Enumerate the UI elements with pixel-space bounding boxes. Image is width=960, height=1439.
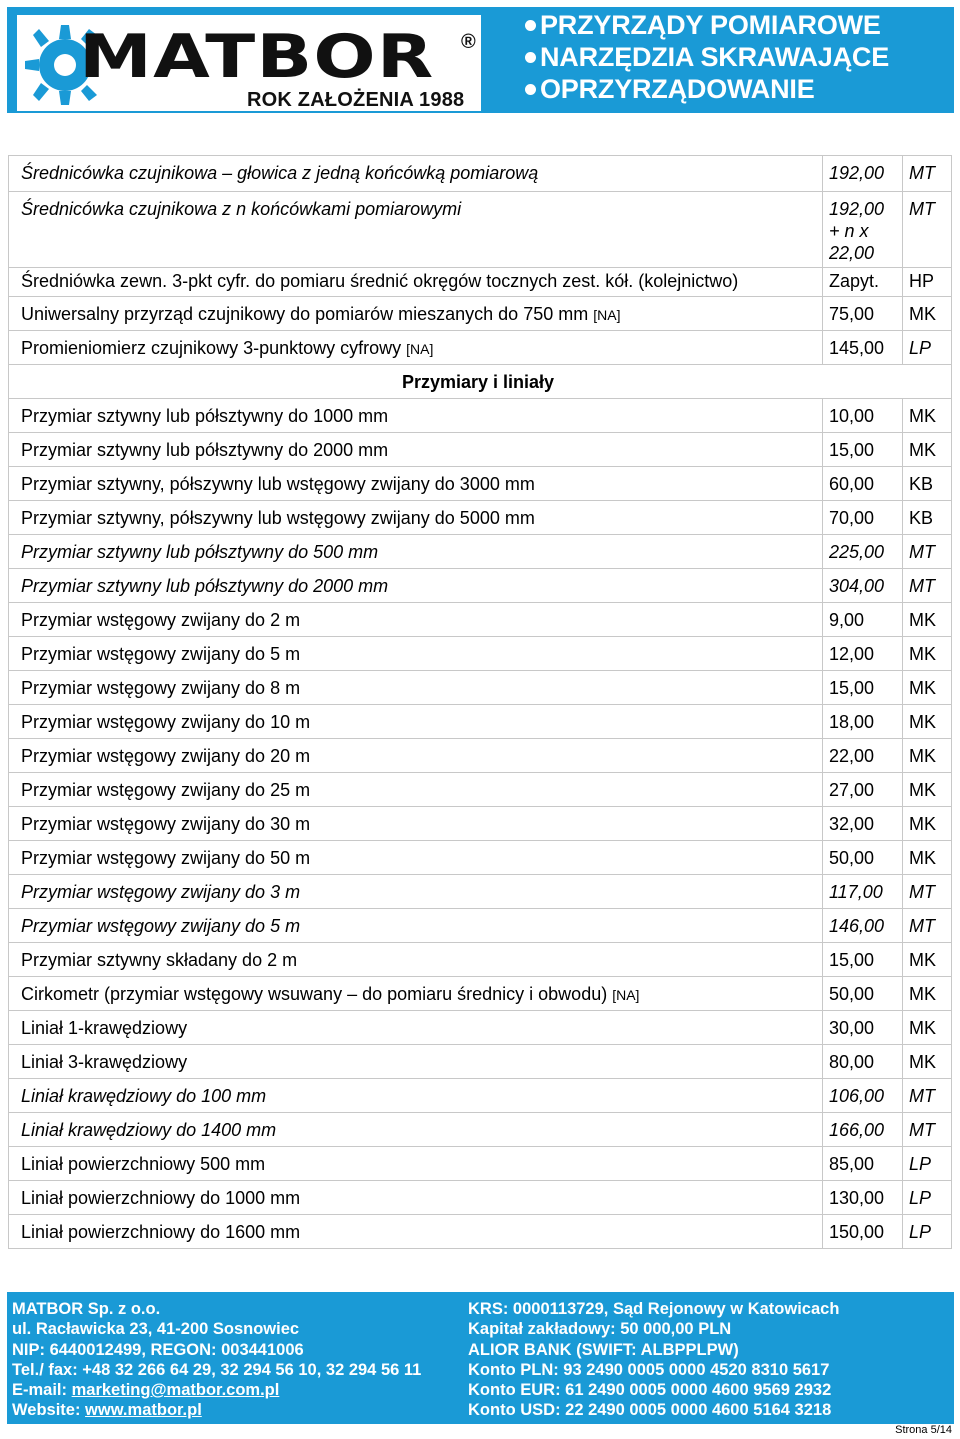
section-title: Przymiary i liniały (9, 365, 952, 399)
product-name: Liniał krawędziowy do 1400 mm (9, 1113, 823, 1147)
product-name: Liniał powierzchniowy do 1000 mm (9, 1181, 823, 1215)
supplier-code: MK (903, 705, 952, 739)
price-cell: 130,00 (823, 1181, 903, 1215)
supplier-code: MK (903, 1045, 952, 1079)
table-row (9, 1113, 952, 1147)
table-row (9, 1147, 952, 1181)
price-cell: 225,00 (823, 535, 903, 569)
product-name: Promieniomierz czujnikowy 3-punktowy cyfrowy [NA] (9, 331, 823, 365)
product-name: Przymiar sztywny lub półsztywny do 2000 mm (9, 433, 823, 467)
product-name: Liniał 3-krawędziowy (9, 1045, 823, 1079)
table-row (9, 841, 952, 875)
price-cell: 27,00 (823, 773, 903, 807)
product-name: Liniał 1-krawędziowy (9, 1011, 823, 1045)
supplier-code: MT (903, 1079, 952, 1113)
footer-capital: Kapitał zakładowy: 50 000,00 PLN (468, 1320, 732, 1339)
footer-ids: NIP: 6440012499, REGON: 003441006 (12, 1340, 304, 1359)
bullet-icon (525, 84, 536, 95)
supplier-code: MK (903, 1011, 952, 1045)
product-name: Przymiar wstęgowy zwijany do 30 m (9, 807, 823, 841)
supplier-code: MK (903, 671, 952, 705)
supplier-code: MK (903, 841, 952, 875)
product-name: Średnicówka czujnikowa – głowica z jedną końcówką pomiarową (9, 156, 823, 192)
section-row (9, 365, 952, 399)
table-row (9, 331, 952, 365)
table-row (9, 1011, 952, 1045)
table-row (9, 807, 952, 841)
footer-phone: Tel./ fax: +48 32 266 64 29, 32 294 56 10, 32 294 56 11 (12, 1360, 422, 1379)
supplier-code: MK (903, 773, 952, 807)
email-link[interactable]: marketing@matbor.com.pl (71, 1381, 280, 1400)
supplier-code: MK (903, 399, 952, 433)
price-cell: 9,00 (823, 603, 903, 637)
table-row (9, 156, 952, 192)
price-cell: 12,00 (823, 637, 903, 671)
supplier-code: MK (903, 637, 952, 671)
company-logo (17, 15, 481, 111)
product-name: Przymiar wstęgowy zwijany do 2 m (9, 603, 823, 637)
bullet-icon (525, 20, 536, 31)
price-cell: 192,00 (823, 156, 903, 192)
page-footer (7, 1292, 954, 1424)
table-row (9, 268, 952, 297)
footer-company: MATBOR Sp. z o.o. (12, 1300, 161, 1318)
table-row (9, 192, 952, 268)
table-row (9, 943, 952, 977)
supplier-code: MK (903, 603, 952, 637)
supplier-code: MK (903, 977, 952, 1011)
footer-account-usd: Konto USD: 22 2490 0005 0000 4600 5164 3218 (468, 1401, 832, 1420)
table-row (9, 1181, 952, 1215)
table-row (9, 671, 952, 705)
price-cell: 50,00 (823, 977, 903, 1011)
footer-bank-name: ALIOR BANK (SWIFT: ALBPPLPW) (468, 1340, 739, 1359)
price-cell: 75,00 (823, 297, 903, 331)
table-row (9, 569, 952, 603)
supplier-code: KB (903, 501, 952, 535)
availability-note: [NA] (406, 341, 434, 357)
footer-account-eur: Konto EUR: 61 2490 0005 0000 4600 9569 2932 (468, 1381, 832, 1400)
price-cell: 304,00 (823, 569, 903, 603)
product-name: Przymiar sztywny lub półsztywny do 500 mm (9, 535, 823, 569)
price-cell: 145,00 (823, 331, 903, 365)
availability-note: [NA] (593, 307, 621, 323)
website-link[interactable]: www.matbor.pl (85, 1401, 202, 1420)
bullet-icon (525, 52, 536, 63)
product-name: Przymiar wstęgowy zwijany do 25 m (9, 773, 823, 807)
price-cell: Zapyt. (823, 268, 903, 297)
price-cell: 117,00 (823, 875, 903, 909)
table-row (9, 773, 952, 807)
price-cell: 50,00 (823, 841, 903, 875)
footer-website: Website: www.matbor.pl (12, 1401, 202, 1420)
footer-address: ul. Racławicka 23, 41-200 Sosnowiec (12, 1320, 300, 1339)
table-row (9, 1079, 952, 1113)
supplier-code: LP (903, 1181, 952, 1215)
footer-contact (12, 1299, 421, 1421)
supplier-code: LP (903, 1147, 952, 1181)
price-cell: 60,00 (823, 467, 903, 501)
table-row (9, 433, 952, 467)
product-name: Przymiar wstęgowy zwijany do 5 m (9, 637, 823, 671)
price-cell: 150,00 (823, 1215, 903, 1249)
product-name: Przymiar wstęgowy zwijany do 20 m (9, 739, 823, 773)
supplier-code: MK (903, 433, 952, 467)
product-name: Przymiar sztywny, półszywny lub wstęgowy zwijany do 3000 mm (9, 467, 823, 501)
table-row (9, 501, 952, 535)
price-cell: 85,00 (823, 1147, 903, 1181)
page-header (7, 7, 954, 113)
product-name: Przymiar wstęgowy zwijany do 8 m (9, 671, 823, 705)
price-cell: 18,00 (823, 705, 903, 739)
product-name: Przymiar wstęgowy zwijany do 10 m (9, 705, 823, 739)
product-name: Przymiar sztywny lub półsztywny do 1000 mm (9, 399, 823, 433)
product-name: Przymiar wstęgowy zwijany do 5 m (9, 909, 823, 943)
price-cell: 166,00 (823, 1113, 903, 1147)
price-cell: 22,00 (823, 739, 903, 773)
price-cell: 192,00 + n x 22,00 (823, 192, 903, 268)
supplier-code: MK (903, 297, 952, 331)
price-cell: 15,00 (823, 433, 903, 467)
price-table (8, 155, 952, 1249)
footer-bank (468, 1299, 839, 1421)
table-row (9, 1045, 952, 1079)
table-row (9, 1215, 952, 1249)
price-cell: 146,00 (823, 909, 903, 943)
supplier-code: MK (903, 807, 952, 841)
footer-account-pln: Konto PLN: 93 2490 0005 0000 4520 8310 5617 (468, 1360, 830, 1379)
price-cell: 10,00 (823, 399, 903, 433)
product-name: Średnicówka czujnikowa z n końcówkami pomiarowymi (9, 192, 823, 268)
product-name: Średniówka zewn. 3-pkt cyfr. do pomiaru średnić okręgów tocznych zest. kół. (kolejnictwo) (9, 268, 823, 297)
price-cell: 80,00 (823, 1045, 903, 1079)
product-name: Liniał krawędziowy do 100 mm (9, 1079, 823, 1113)
footer-email: E-mail: marketing@matbor.com.pl (12, 1381, 280, 1400)
product-name: Uniwersalny przyrząd czujnikowy do pomiarów mieszanych do 750 mm [NA] (9, 297, 823, 331)
founding-year: ROK ZAŁOŻENIA 1988 (247, 89, 465, 111)
supplier-code: KB (903, 467, 952, 501)
table-row (9, 603, 952, 637)
supplier-code: MT (903, 1113, 952, 1147)
product-name: Przymiar wstęgowy zwijany do 3 m (9, 875, 823, 909)
price-cell: 15,00 (823, 943, 903, 977)
supplier-code: MK (903, 943, 952, 977)
table-row (9, 875, 952, 909)
footer-krs: KRS: 0000113729, Sąd Rejonowy w Katowicach (468, 1300, 840, 1318)
page-number: Strona 5/14 (895, 1424, 952, 1436)
supplier-code: MK (903, 739, 952, 773)
table-row (9, 297, 952, 331)
supplier-code: MT (903, 156, 952, 192)
category-list (525, 9, 945, 105)
table-row (9, 535, 952, 569)
product-name: Liniał powierzchniowy do 1600 mm (9, 1215, 823, 1249)
price-cell: 32,00 (823, 807, 903, 841)
supplier-code: MT (903, 535, 952, 569)
table-row (9, 909, 952, 943)
table-row (9, 705, 952, 739)
supplier-code: MT (903, 909, 952, 943)
supplier-code: MT (903, 875, 952, 909)
product-name: Przymiar sztywny lub półsztywny do 2000 mm (9, 569, 823, 603)
supplier-code: LP (903, 1215, 952, 1249)
supplier-code: MT (903, 192, 952, 268)
supplier-code: MT (903, 569, 952, 603)
table-row (9, 637, 952, 671)
supplier-code: HP (903, 268, 952, 297)
brand-name: MATBOR (79, 22, 435, 92)
category-item: PRZYRZĄDY POMIAROWE (525, 9, 945, 41)
registered-mark: ® (461, 31, 476, 53)
product-name: Cirkometr (przymiar wstęgowy wsuwany – do pomiaru średnicy i obwodu) [NA] (9, 977, 823, 1011)
table-row (9, 977, 952, 1011)
price-cell: 70,00 (823, 501, 903, 535)
price-cell: 15,00 (823, 671, 903, 705)
product-name: Przymiar sztywny, półszywny lub wstęgowy zwijany do 5000 mm (9, 501, 823, 535)
supplier-code: LP (903, 331, 952, 365)
product-name: Przymiar wstęgowy zwijany do 50 m (9, 841, 823, 875)
table-row (9, 399, 952, 433)
price-cell: 106,00 (823, 1079, 903, 1113)
category-item: NARZĘDZIA SKRAWAJĄCE (525, 41, 945, 73)
product-name: Liniał powierzchniowy 500 mm (9, 1147, 823, 1181)
table-row (9, 739, 952, 773)
availability-note: [NA] (612, 987, 640, 1003)
price-cell: 30,00 (823, 1011, 903, 1045)
product-name: Przymiar sztywny składany do 2 m (9, 943, 823, 977)
table-row (9, 467, 952, 501)
category-item: OPRZYRZĄDOWANIE (525, 73, 945, 105)
